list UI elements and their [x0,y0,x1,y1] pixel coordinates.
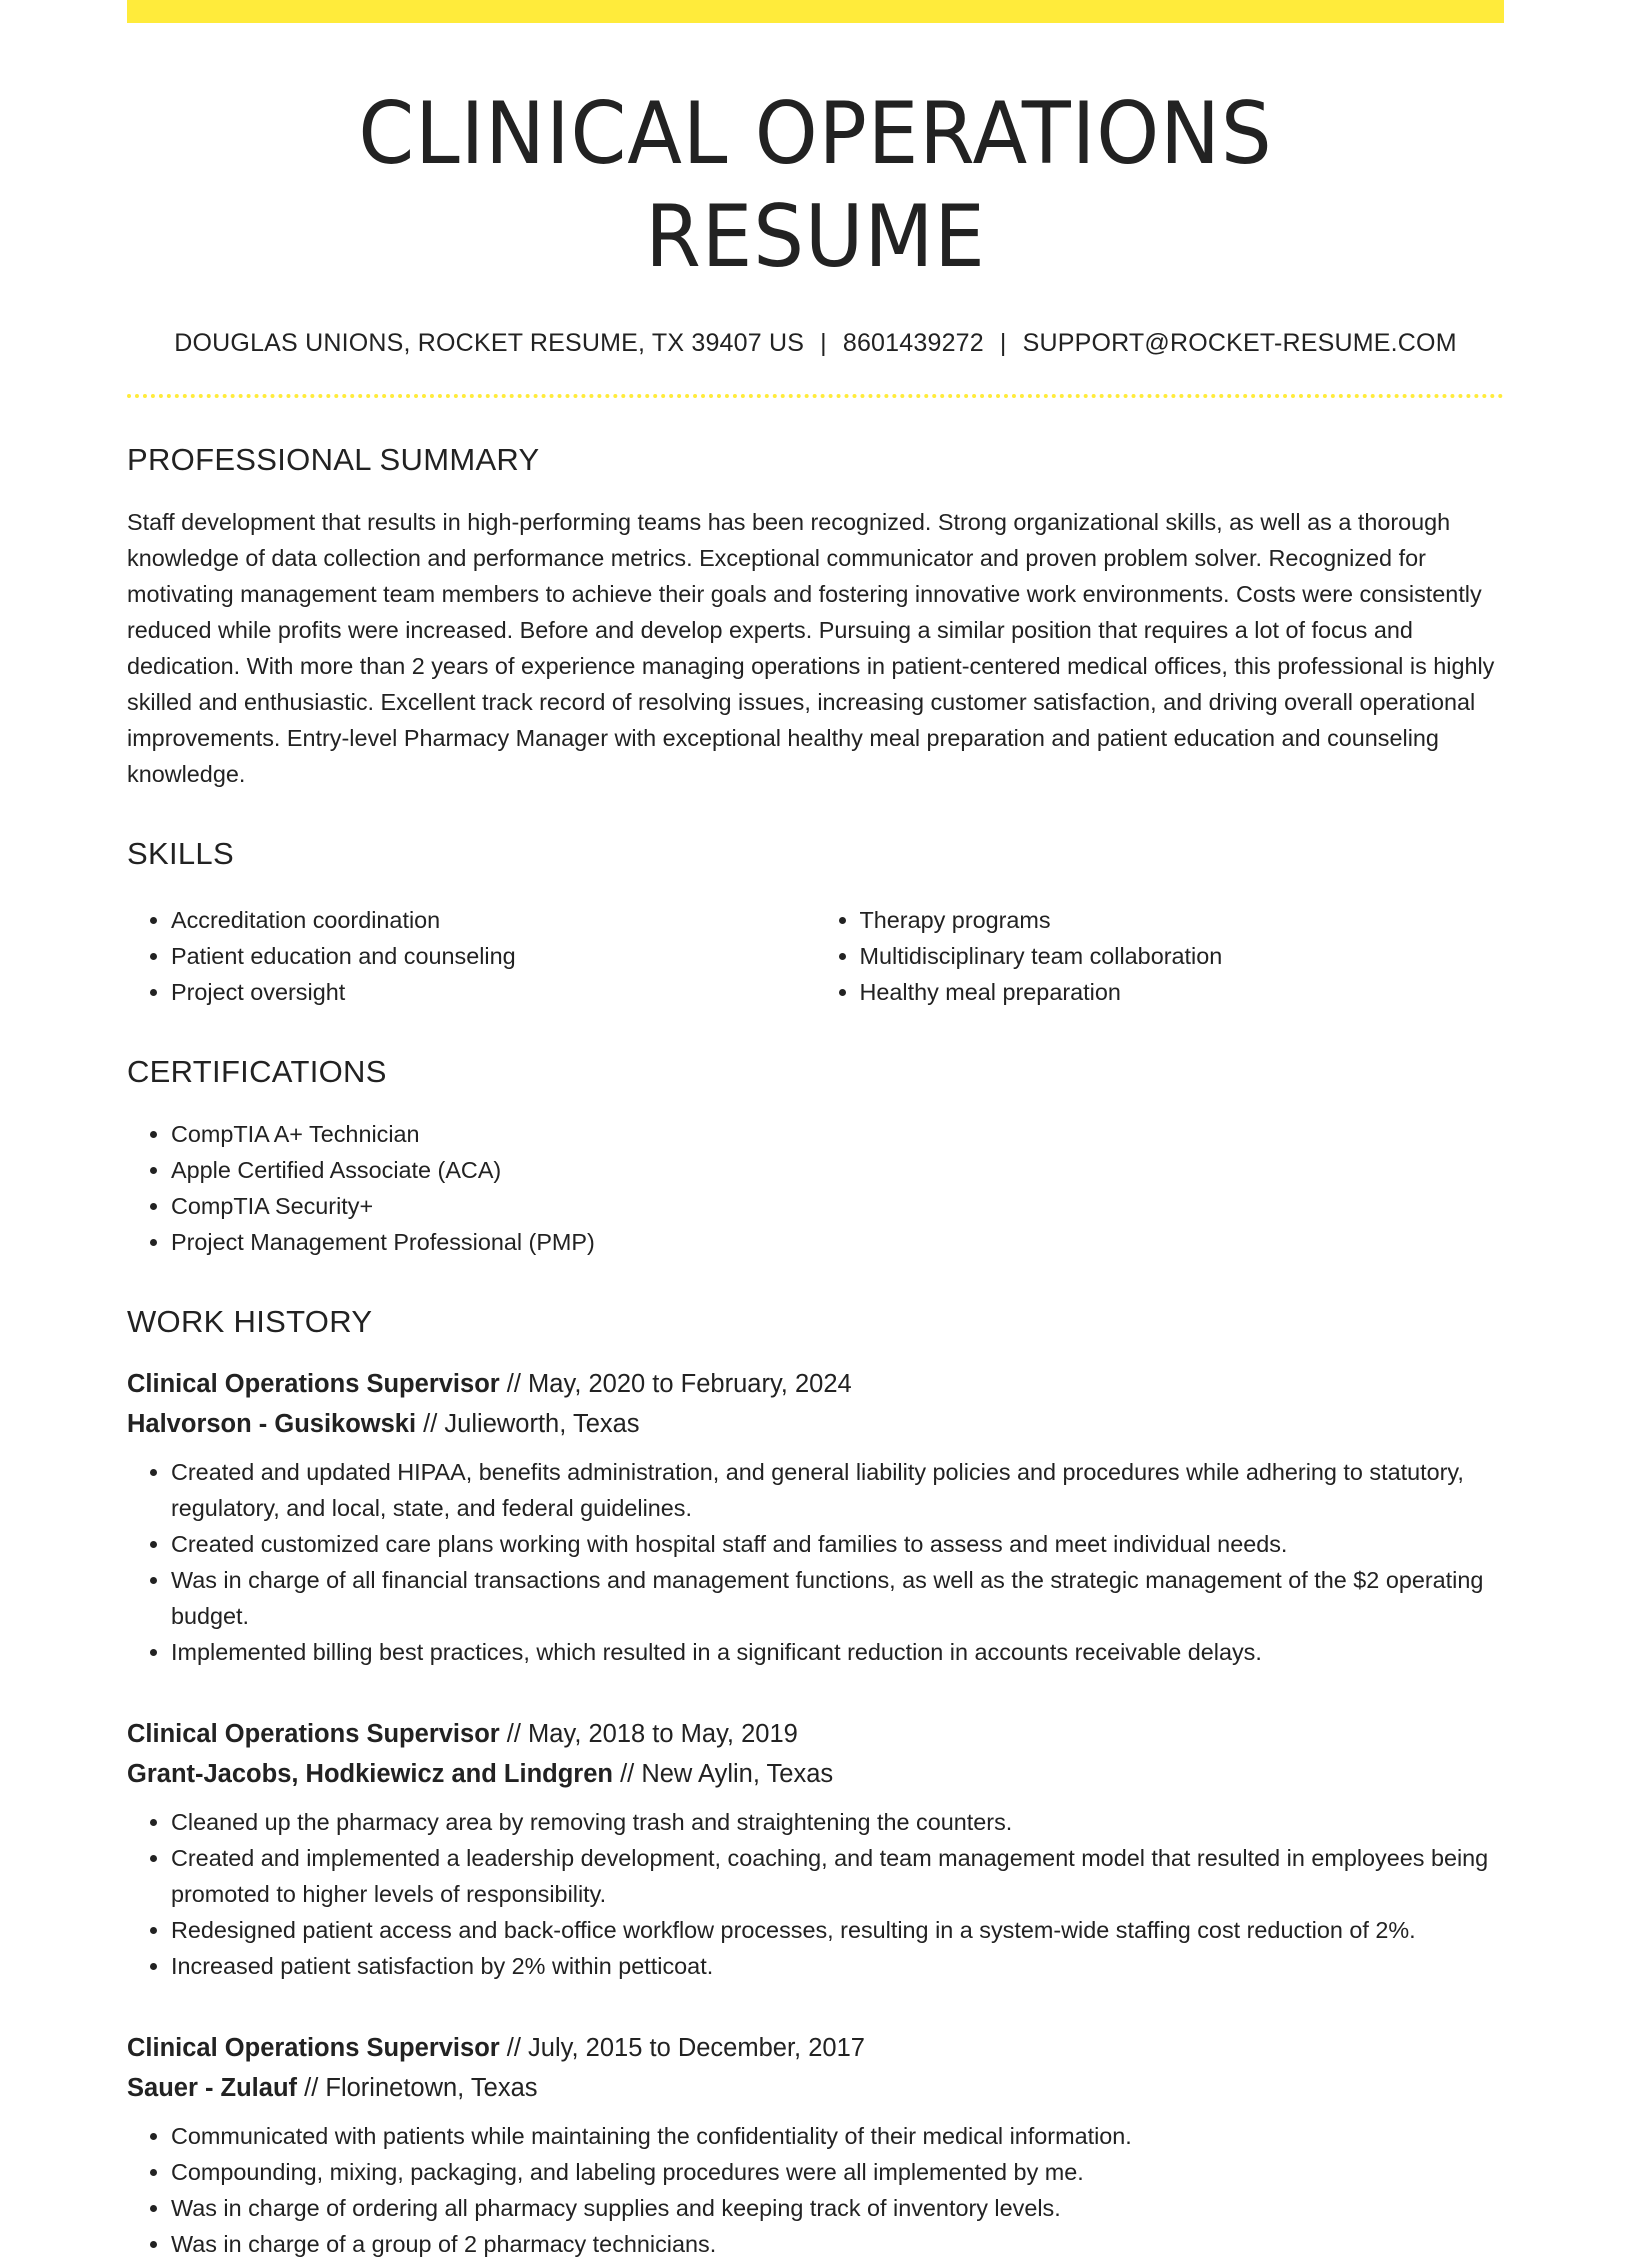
job-company: Grant-Jacobs, Hodkiewicz and Lindgren [127,1760,613,1789]
skill-item: • Accreditation coordination [171,902,816,938]
job-company: Halvorson - Gusikowski [127,1410,417,1439]
job-bullet: • Communicated with patients while maintaining the confidentiality of their medical information. [171,2118,1504,2154]
job-dates: // May, 2018 to May, 2019 [499,1720,798,1749]
skills-heading: SKILLS [127,836,234,872]
job-bullet: • Redesigned patient access and back-office workflow processes, resulting in a system-wide staffing cost reduction of 2%. [171,1912,1504,1948]
dotted-divider [127,394,1504,398]
job-location: // Julieworth, Texas [416,1410,640,1439]
job-entry [127,2028,1504,2262]
job-bullet: • Created and implemented a leadership development, coaching, and team management model that resulted in employees being promoted to higher levels of responsibility. [171,1840,1504,1912]
job-role: Clinical Operations Supervisor [127,1370,500,1399]
skill-item: • Multidisciplinary team collaboration [860,938,1505,974]
summary-text: Staff development that results in high-performing teams has been recognized. Strong organizational skills, as well as a thorough knowledge of data collection and performance metrics. Exceptional communicator and proven problem solver. Recognized for motivating management team members to achieve their goals and fostering innovative work environments. Costs were consistently reduced while profits were increased. Before and develop experts. Pursuing a similar position that requires a lot of focus and dedication. With more than 2 years of experience managing operations in patient-centered medical offices, this professional is highly skilled and enthusiastic. Excellent track record of resolving issues, increasing customer satisfaction, and driving overall operational improvements. Entry-level Pharmacy Manager with exceptional healthy meal preparation and patient education and counseling knowledge. [127,509,1495,788]
job-company-line [127,1404,1504,1444]
work-history-heading: WORK HISTORY [127,1304,373,1340]
job-bullets [127,1804,1504,1984]
job-bullet: • Created customized care plans working with hospital staff and families to assess and meet individual needs. [171,1526,1504,1562]
job-location: // New Aylin, Texas [613,1760,834,1789]
job-role-line [127,2028,1504,2068]
contact-phone: 8601439272 [842,329,984,358]
job-bullet: • Cleaned up the pharmacy area by removing trash and straightening the counters. [171,1804,1504,1840]
job-bullets [127,2118,1504,2262]
job-company: Sauer - Zulauf [127,2074,298,2103]
skills-column-right [816,902,1505,1010]
job-dates: // July, 2015 to December, 2017 [499,2034,865,2063]
job-bullet: • Was in charge of all financial transactions and management functions, as well as the strategic management of the $2 operating budget. [171,1562,1504,1634]
certification-item: • Apple Certified Associate (ACA) [171,1152,1504,1188]
skills-column-left [127,902,816,1010]
certifications-list [127,1116,1504,1260]
job-dates: // May, 2020 to February, 2024 [499,1370,852,1399]
contact-line [127,329,1504,358]
skills-list [127,902,1504,1010]
job-role: Clinical Operations Supervisor [127,2034,500,2063]
job-entry [127,1714,1504,1984]
job-bullet: • Created and updated HIPAA, benefits administration, and general liability policies and procedures while adhering to statutory, regulatory, and local, state, and federal guidelines. [171,1454,1504,1526]
resume-page [127,0,1504,2262]
job-entry [127,1364,1504,1670]
contact-email[interactable]: SUPPORT@ROCKET-RESUME.COM [1022,329,1457,358]
job-bullets [127,1454,1504,1670]
contact-separator: | [999,329,1007,358]
job-bullet: • Was in charge of ordering all pharmacy supplies and keeping track of inventory levels. [171,2190,1504,2226]
contact-address: DOUGLAS UNIONS, ROCKET RESUME, TX 39407 US [174,329,805,358]
skill-item: • Patient education and counseling [171,938,816,974]
job-role: Clinical Operations Supervisor [127,1720,500,1749]
job-role-line [127,1714,1504,1754]
summary-heading: PROFESSIONAL SUMMARY [127,442,540,478]
skill-item: • Healthy meal preparation [860,974,1505,1010]
certification-item: • Project Management Professional (PMP) [171,1224,1504,1260]
job-bullet: • Implemented billing best practices, which resulted in a significant reduction in accounts receivable delays. [171,1634,1504,1670]
job-company-line [127,2068,1504,2108]
skill-item: • Therapy programs [860,902,1505,938]
job-role-line [127,1364,1504,1404]
certification-item: • CompTIA Security+ [171,1188,1504,1224]
accent-top-bar [127,0,1504,23]
job-bullet: • Compounding, mixing, packaging, and labeling procedures were all implemented by me. [171,2154,1504,2190]
job-company-line [127,1754,1504,1794]
job-bullet: • Was in charge of a group of 2 pharmacy technicians. [171,2226,1504,2262]
certifications-heading: CERTIFICATIONS [127,1054,387,1090]
contact-separator: | [820,329,827,358]
resume-title: CLINICAL OPERATIONS RESUME [358,84,1273,288]
certification-item: • CompTIA A+ Technician [171,1116,1504,1152]
job-bullet: • Increased patient satisfaction by 2% within petticoat. [171,1948,1504,1984]
job-location: // Florinetown, Texas [297,2074,538,2103]
skill-item: • Project oversight [171,974,816,1010]
